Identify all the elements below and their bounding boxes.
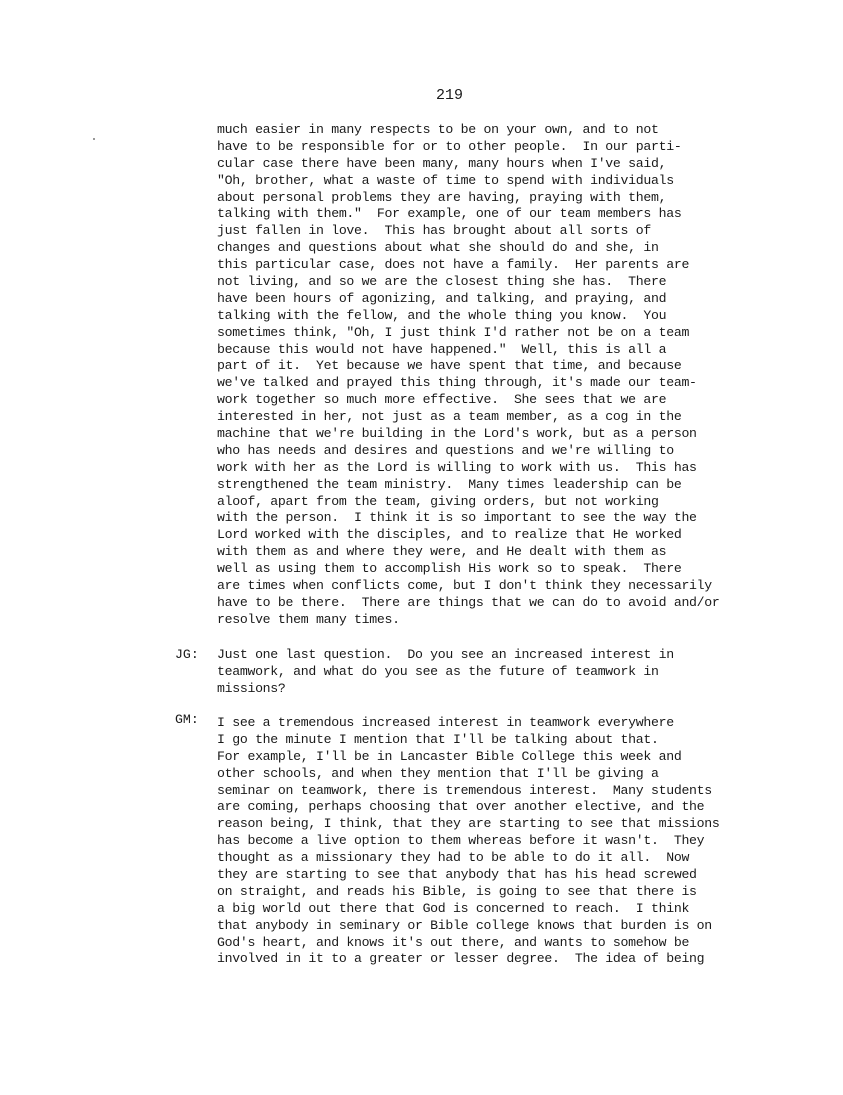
text-line: thought as a missionary they had to be able to do it all. Now	[217, 850, 690, 866]
text-line: are times when conflicts come, but I don't think they necessarily	[217, 578, 712, 594]
scan-speck	[93, 138, 95, 140]
text-line: teamwork, and what do you see as the future of teamwork in	[217, 663, 659, 679]
text-line: just fallen in love. This has brought about all sorts of	[217, 223, 651, 239]
text-line: about personal problems they are having, praying with them,	[217, 189, 667, 205]
text-line: much easier in many respects to be on your own, and to not	[217, 122, 659, 137]
text-line: strengthened the team ministry. Many times leadership can be	[217, 476, 682, 492]
text-line: with them as and where they were, and He dealt with them as	[217, 544, 667, 560]
text-line: has become a live option to them whereas before it wasn't. They	[217, 833, 705, 849]
text-line: work with her as the Lord is willing to work with us. This has	[217, 459, 697, 475]
text-line: interested in her, not just as a team member, as a cog in the	[217, 409, 682, 425]
text-line: "Oh, brother, what a waste of time to spend with individuals	[217, 172, 674, 188]
text-line: seminar on teamwork, there is tremendous interest. Many students	[217, 782, 712, 798]
text-line: well as using them to accomplish His work so to speak. There	[217, 561, 682, 577]
text-line: aloof, apart from the team, giving orders, but not working	[217, 493, 659, 509]
text-line: resolve them many times.	[217, 611, 400, 627]
text-line: I go the minute I mention that I'll be talking about that.	[217, 731, 659, 747]
text-line: they are starting to see that anybody that has his head screwed	[217, 867, 697, 883]
text-line: talking with the fellow, and the whole thing you know. You	[217, 307, 667, 323]
text-line: cular case there have been many, many hours when I've said,	[217, 155, 667, 171]
text-line: are coming, perhaps choosing that over another elective, and the	[217, 799, 705, 815]
text-line: God's heart, and knows it's out there, and wants to somehow be	[217, 934, 690, 950]
text-line: who has needs and desires and questions and we're willing to	[217, 442, 674, 458]
text-line: talking with them." For example, one of our team members has	[217, 206, 682, 222]
text-line: reason being, I think, that they are starting to see that missions	[217, 816, 720, 832]
page-number: 219	[436, 87, 464, 104]
paragraph-continuation	[217, 122, 817, 629]
text-line: other schools, and when they mention that I'll be giving a	[217, 765, 659, 781]
text-line: have to be responsible for or to other people. In our parti-	[217, 138, 682, 154]
text-line: I see a tremendous increased interest in teamwork everywhere	[217, 715, 674, 730]
text-line: on straight, and reads his Bible, is going to see that there is	[217, 883, 697, 899]
text-line: sometimes think, "Oh, I just think I'd rather not be on a team	[217, 324, 690, 340]
text-line: because this would not have happened." Well, this is all a	[217, 341, 667, 357]
text-line: For example, I'll be in Lancaster Bible College this week and	[217, 748, 682, 764]
text-line: have to be there. There are things that we can do to avoid and/or	[217, 594, 720, 610]
text-line: we've talked and prayed this thing through, it's made our team-	[217, 375, 697, 391]
text-line: Just one last question. Do you see an increased interest in	[217, 647, 674, 662]
text-line: missions?	[217, 680, 286, 696]
text-line: a big world out there that God is concerned to reach. I think	[217, 900, 690, 916]
paragraph-gm-answer	[217, 715, 817, 968]
text-line: not living, and so we are the closest thing she has. There	[217, 274, 667, 290]
text-line: changes and questions about what she should do and she, in	[217, 240, 659, 256]
text-line: this particular case, does not have a family. Her parents are	[217, 257, 690, 273]
text-line: involved in it to a greater or lesser degree. The idea of being	[217, 951, 705, 967]
text-line: work together so much more effective. She sees that we are	[217, 392, 667, 408]
speaker-label-jg: JG:	[175, 647, 199, 662]
text-line: that anybody in seminary or Bible college knows that burden is on	[217, 917, 712, 933]
text-line: part of it. Yet because we have spent that time, and because	[217, 358, 682, 374]
text-line: with the person. I think it is so important to see the way the	[217, 510, 697, 526]
speaker-label-gm: GM:	[175, 712, 199, 727]
text-line: have been hours of agonizing, and talking, and praying, and	[217, 290, 667, 306]
text-line: machine that we're building in the Lord's work, but as a person	[217, 426, 697, 442]
paragraph-jg-question	[217, 647, 817, 698]
text-line: Lord worked with the disciples, and to realize that He worked	[217, 527, 682, 543]
